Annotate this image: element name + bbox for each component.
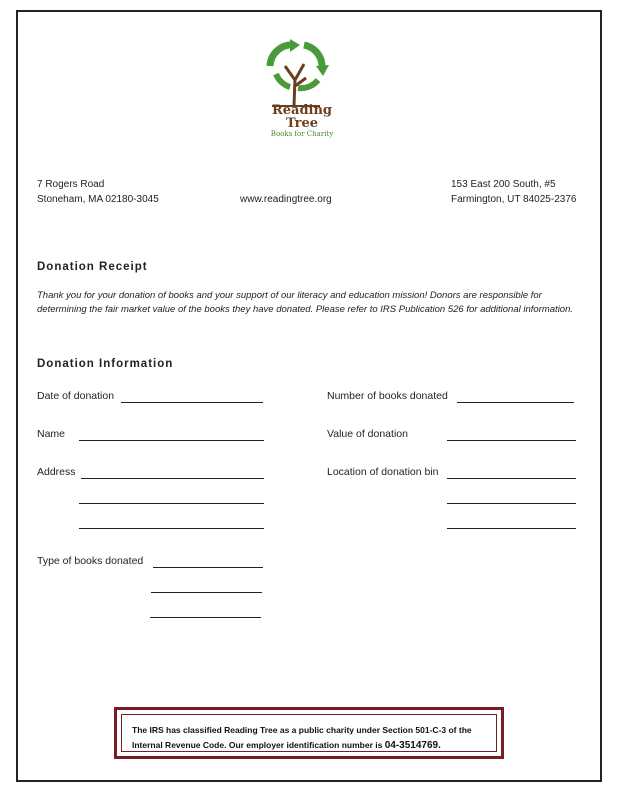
books-count-label: Number of books donated xyxy=(327,390,448,402)
website: www.readingtree.org xyxy=(240,194,332,205)
address-left-line1: 7 Rogers Road xyxy=(37,179,105,190)
address-right xyxy=(451,177,576,207)
address-left-line2: Stoneham, MA 02180-3045 xyxy=(37,194,159,205)
irs-notice-text: The IRS has classified Reading Tree as a public charity under Section 501-C-3 of the Internal Revenue Code. Our employer identification number is xyxy=(132,725,472,750)
logo-tagline: Books for Charity xyxy=(270,130,334,138)
address-field-line3[interactable] xyxy=(79,528,264,529)
info-heading: Donation Information xyxy=(37,358,174,370)
address-field-line2[interactable] xyxy=(79,503,264,504)
logo-name-line2: Tree xyxy=(285,116,319,131)
address-left xyxy=(37,177,159,207)
ein-number: 04-3514769. xyxy=(384,740,441,751)
irs-notice-box xyxy=(114,707,504,759)
location-field-line2[interactable] xyxy=(447,503,576,504)
address-field-line1[interactable] xyxy=(81,478,264,479)
type-label: Type of books donated xyxy=(37,555,144,567)
type-field-line2[interactable] xyxy=(151,592,262,593)
value-field[interactable] xyxy=(447,440,576,441)
irs-notice xyxy=(121,714,497,752)
address-right-line1: 153 East 200 South, #5 xyxy=(451,179,556,190)
receipt-text: Thank you for your donation of books and your support of our literacy and education mission! Donors are responsible for determining the fair market value of the books they have donated. Please refer to IRS Publication 526 for additional information. xyxy=(37,290,574,315)
location-label: Location of donation bin xyxy=(327,466,439,478)
location-field-line1[interactable] xyxy=(447,478,576,479)
date-label: Date of donation xyxy=(37,390,115,402)
type-field-line1[interactable] xyxy=(153,567,263,568)
address-label: Address xyxy=(37,466,76,478)
receipt-heading: Donation Receipt xyxy=(37,261,148,273)
recycle-tree-icon xyxy=(254,36,338,108)
value-label: Value of donation xyxy=(327,428,408,440)
name-label: Name xyxy=(37,428,66,440)
logo-name xyxy=(262,104,342,130)
address-right-line2: Farmington, UT 84025-2376 xyxy=(451,194,577,205)
books-count-field[interactable] xyxy=(457,402,574,403)
date-field[interactable] xyxy=(121,402,263,403)
name-field[interactable] xyxy=(79,440,264,441)
type-field-line3[interactable] xyxy=(150,617,261,618)
location-field-line3[interactable] xyxy=(447,528,576,529)
logo-name-line1: Reading xyxy=(271,103,333,118)
